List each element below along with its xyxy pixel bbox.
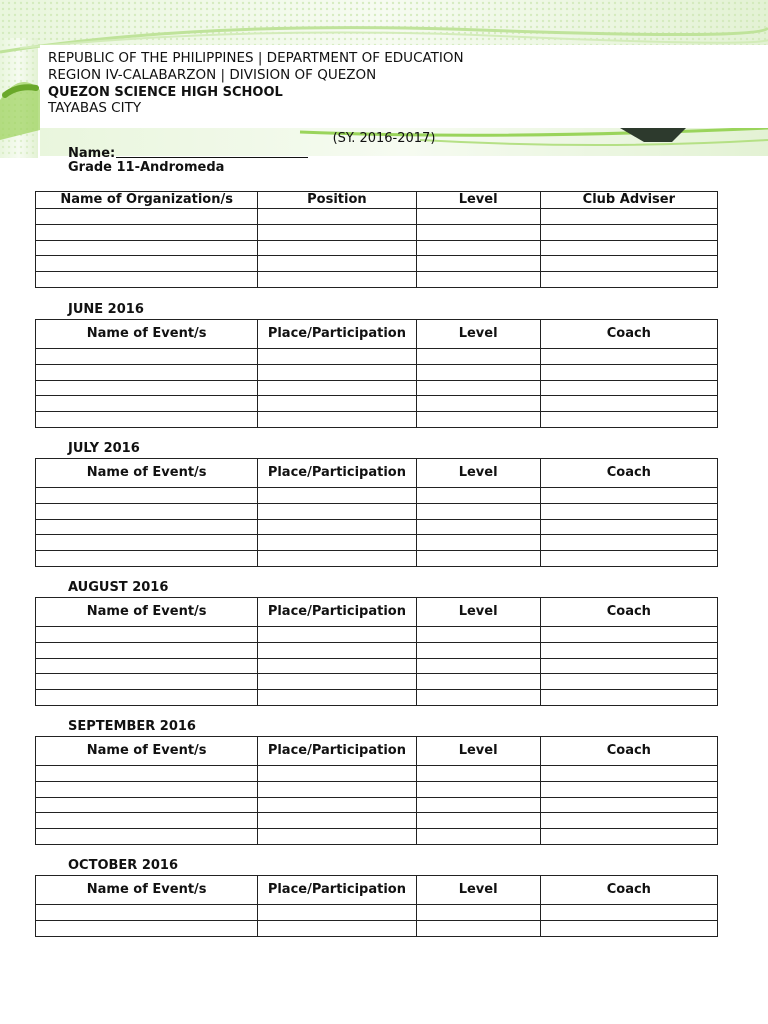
table-cell[interactable]: [258, 364, 416, 380]
table-cell[interactable]: [36, 364, 258, 380]
table-header-row: [36, 876, 718, 905]
table-cell[interactable]: [416, 349, 540, 365]
header-line-region: REGION IV-CALABARZON | DIVISION OF QUEZON: [48, 67, 377, 83]
table-cell[interactable]: [416, 690, 540, 706]
events-table-july: [35, 458, 718, 567]
table-cell[interactable]: [416, 396, 540, 412]
table-cell[interactable]: [36, 535, 258, 551]
table-cell[interactable]: [540, 519, 717, 535]
table-row: [36, 658, 718, 674]
grade-section: Grade 11-Andromeda: [68, 160, 225, 175]
table-cell[interactable]: [258, 396, 416, 412]
table-row: [36, 256, 718, 272]
table-cell[interactable]: [258, 642, 416, 658]
table-cell[interactable]: [258, 813, 416, 829]
table-cell[interactable]: [258, 674, 416, 690]
column-header: Name of Event/s: [36, 320, 258, 349]
organizations-table: [35, 191, 718, 288]
header-line-republic: REPUBLIC OF THE PHILIPPINES | DEPARTMENT OF EDUCATION: [48, 50, 464, 66]
table-cell[interactable]: [416, 813, 540, 829]
column-header: Coach: [540, 459, 717, 488]
table-cell[interactable]: [258, 224, 416, 240]
column-header: Place/Participation: [258, 459, 416, 488]
table-cell[interactable]: [416, 551, 540, 567]
table-cell[interactable]: [36, 551, 258, 567]
table-cell[interactable]: [416, 535, 540, 551]
table-cell[interactable]: [258, 488, 416, 504]
column-header: Coach: [540, 876, 717, 905]
table-cell[interactable]: [540, 396, 717, 412]
table-cell[interactable]: [540, 412, 717, 428]
table-cell[interactable]: [416, 829, 540, 845]
column-header: Place/Participation: [258, 737, 416, 766]
table-cell[interactable]: [258, 535, 416, 551]
column-header: Level: [416, 320, 540, 349]
table-cell[interactable]: [258, 349, 416, 365]
table-cell[interactable]: [416, 642, 540, 658]
table-cell[interactable]: [540, 240, 717, 256]
table-cell[interactable]: [540, 380, 717, 396]
column-header: Coach: [540, 598, 717, 627]
column-header: Level: [416, 459, 540, 488]
table-row: [36, 519, 718, 535]
table-cell[interactable]: [36, 224, 258, 240]
column-header: Club Adviser: [540, 192, 717, 209]
table-cell[interactable]: [540, 535, 717, 551]
month-label-august: AUGUST 2016: [68, 580, 169, 595]
column-header: Level: [416, 876, 540, 905]
table-cell[interactable]: [258, 781, 416, 797]
table-cell[interactable]: [540, 829, 717, 845]
table-row: [36, 674, 718, 690]
table-cell[interactable]: [258, 797, 416, 813]
table-cell[interactable]: [36, 658, 258, 674]
table-row: [36, 905, 718, 921]
table-cell[interactable]: [540, 797, 717, 813]
table-cell[interactable]: [416, 272, 540, 288]
table-cell[interactable]: [416, 905, 540, 921]
table-row: [36, 380, 718, 396]
table-row: [36, 627, 718, 643]
table-header-row: [36, 459, 718, 488]
table-cell[interactable]: [540, 349, 717, 365]
table-cell[interactable]: [258, 380, 416, 396]
header-city: TAYABAS CITY: [48, 100, 142, 116]
table-cell[interactable]: [540, 503, 717, 519]
table-cell[interactable]: [258, 905, 416, 921]
table-row: [36, 396, 718, 412]
table-header-row: [36, 598, 718, 627]
table-cell[interactable]: [36, 781, 258, 797]
month-label-october: OCTOBER 2016: [68, 858, 179, 873]
table-row: [36, 535, 718, 551]
table-cell[interactable]: [416, 658, 540, 674]
table-cell[interactable]: [36, 503, 258, 519]
table-row: [36, 797, 718, 813]
table-row: [36, 766, 718, 782]
column-header: Name of Event/s: [36, 737, 258, 766]
month-label-september: SEPTEMBER 2016: [68, 719, 196, 734]
table-cell[interactable]: [416, 488, 540, 504]
table-cell[interactable]: [258, 256, 416, 272]
table-cell[interactable]: [258, 766, 416, 782]
table-cell[interactable]: [540, 813, 717, 829]
table-cell[interactable]: [36, 813, 258, 829]
table-row: [36, 412, 718, 428]
column-header: Name of Event/s: [36, 459, 258, 488]
table-cell[interactable]: [36, 674, 258, 690]
table-cell[interactable]: [540, 256, 717, 272]
table-header-row: [36, 737, 718, 766]
table-cell[interactable]: [416, 920, 540, 936]
table-cell[interactable]: [416, 224, 540, 240]
table-cell[interactable]: [416, 364, 540, 380]
table-row: [36, 813, 718, 829]
table-cell[interactable]: [36, 690, 258, 706]
header-school-name: QUEZON SCIENCE HIGH SCHOOL: [48, 85, 283, 100]
table-cell[interactable]: [36, 412, 258, 428]
table-cell[interactable]: [416, 209, 540, 225]
table-row: [36, 781, 718, 797]
table-cell[interactable]: [540, 920, 717, 936]
table-cell[interactable]: [540, 766, 717, 782]
table-header-row: [36, 192, 718, 209]
table-cell[interactable]: [36, 272, 258, 288]
table-cell[interactable]: [36, 380, 258, 396]
table-cell[interactable]: [540, 627, 717, 643]
table-cell[interactable]: [540, 905, 717, 921]
table-cell[interactable]: [258, 272, 416, 288]
table-cell[interactable]: [36, 627, 258, 643]
table-cell[interactable]: [540, 690, 717, 706]
school-year: (SY. 2016-2017): [332, 131, 436, 146]
table-cell[interactable]: [416, 674, 540, 690]
table-cell[interactable]: [540, 224, 717, 240]
table-row: [36, 272, 718, 288]
table-cell[interactable]: [416, 380, 540, 396]
column-header: Name of Event/s: [36, 598, 258, 627]
events-table-august: [35, 597, 718, 706]
table-cell[interactable]: [258, 209, 416, 225]
table-cell[interactable]: [36, 396, 258, 412]
table-cell[interactable]: [258, 503, 416, 519]
table-cell[interactable]: [36, 256, 258, 272]
events-table-june: [35, 319, 718, 428]
table-row: [36, 551, 718, 567]
table-row: [36, 503, 718, 519]
table-cell[interactable]: [36, 766, 258, 782]
table-cell[interactable]: [258, 627, 416, 643]
table-row: [36, 240, 718, 256]
table-row: [36, 690, 718, 706]
table-cell[interactable]: [36, 905, 258, 921]
table-row: [36, 209, 718, 225]
table-cell[interactable]: [36, 642, 258, 658]
column-header: Level: [416, 598, 540, 627]
table-cell[interactable]: [540, 642, 717, 658]
table-cell[interactable]: [540, 209, 717, 225]
table-row: [36, 224, 718, 240]
month-label-july: JULY 2016: [68, 441, 140, 456]
table-cell[interactable]: [416, 519, 540, 535]
table-row: [36, 488, 718, 504]
column-header: Coach: [540, 737, 717, 766]
table-cell[interactable]: [540, 781, 717, 797]
table-cell[interactable]: [36, 797, 258, 813]
table-cell[interactable]: [416, 781, 540, 797]
table-header-row: [36, 320, 718, 349]
table-cell[interactable]: [540, 674, 717, 690]
table-cell[interactable]: [258, 829, 416, 845]
name-label: Name:: [68, 146, 116, 161]
table-cell[interactable]: [36, 349, 258, 365]
table-cell[interactable]: [36, 920, 258, 936]
table-cell[interactable]: [258, 551, 416, 567]
table-row: [36, 642, 718, 658]
table-row: [36, 920, 718, 936]
table-cell[interactable]: [36, 209, 258, 225]
name-underline: [116, 157, 308, 158]
table-row: [36, 364, 718, 380]
events-table-october: [35, 875, 718, 937]
table-cell[interactable]: [416, 503, 540, 519]
column-header: Name of Event/s: [36, 876, 258, 905]
table-cell[interactable]: [258, 412, 416, 428]
column-header: Place/Participation: [258, 876, 416, 905]
table-cell[interactable]: [416, 766, 540, 782]
table-cell[interactable]: [36, 519, 258, 535]
events-table-september: [35, 736, 718, 845]
table-cell[interactable]: [416, 797, 540, 813]
table-cell[interactable]: [416, 240, 540, 256]
table-cell[interactable]: [540, 272, 717, 288]
table-cell[interactable]: [258, 519, 416, 535]
table-cell[interactable]: [36, 488, 258, 504]
table-cell[interactable]: [258, 658, 416, 674]
column-header: Name of Organization/s: [36, 192, 258, 209]
table-cell[interactable]: [258, 920, 416, 936]
column-header: Level: [416, 737, 540, 766]
table-cell[interactable]: [540, 658, 717, 674]
table-cell[interactable]: [540, 551, 717, 567]
table-cell[interactable]: [36, 240, 258, 256]
table-row: [36, 829, 718, 845]
column-header: Place/Participation: [258, 320, 416, 349]
table-cell[interactable]: [416, 627, 540, 643]
column-header: Position: [258, 192, 416, 209]
table-cell[interactable]: [540, 364, 717, 380]
column-header: Level: [416, 192, 540, 209]
table-cell[interactable]: [540, 488, 717, 504]
month-label-june: JUNE 2016: [68, 302, 144, 317]
table-cell[interactable]: [258, 240, 416, 256]
table-row: [36, 349, 718, 365]
table-cell[interactable]: [416, 256, 540, 272]
column-header: Coach: [540, 320, 717, 349]
column-header: Place/Participation: [258, 598, 416, 627]
table-cell[interactable]: [258, 690, 416, 706]
table-cell[interactable]: [36, 829, 258, 845]
table-cell[interactable]: [416, 412, 540, 428]
